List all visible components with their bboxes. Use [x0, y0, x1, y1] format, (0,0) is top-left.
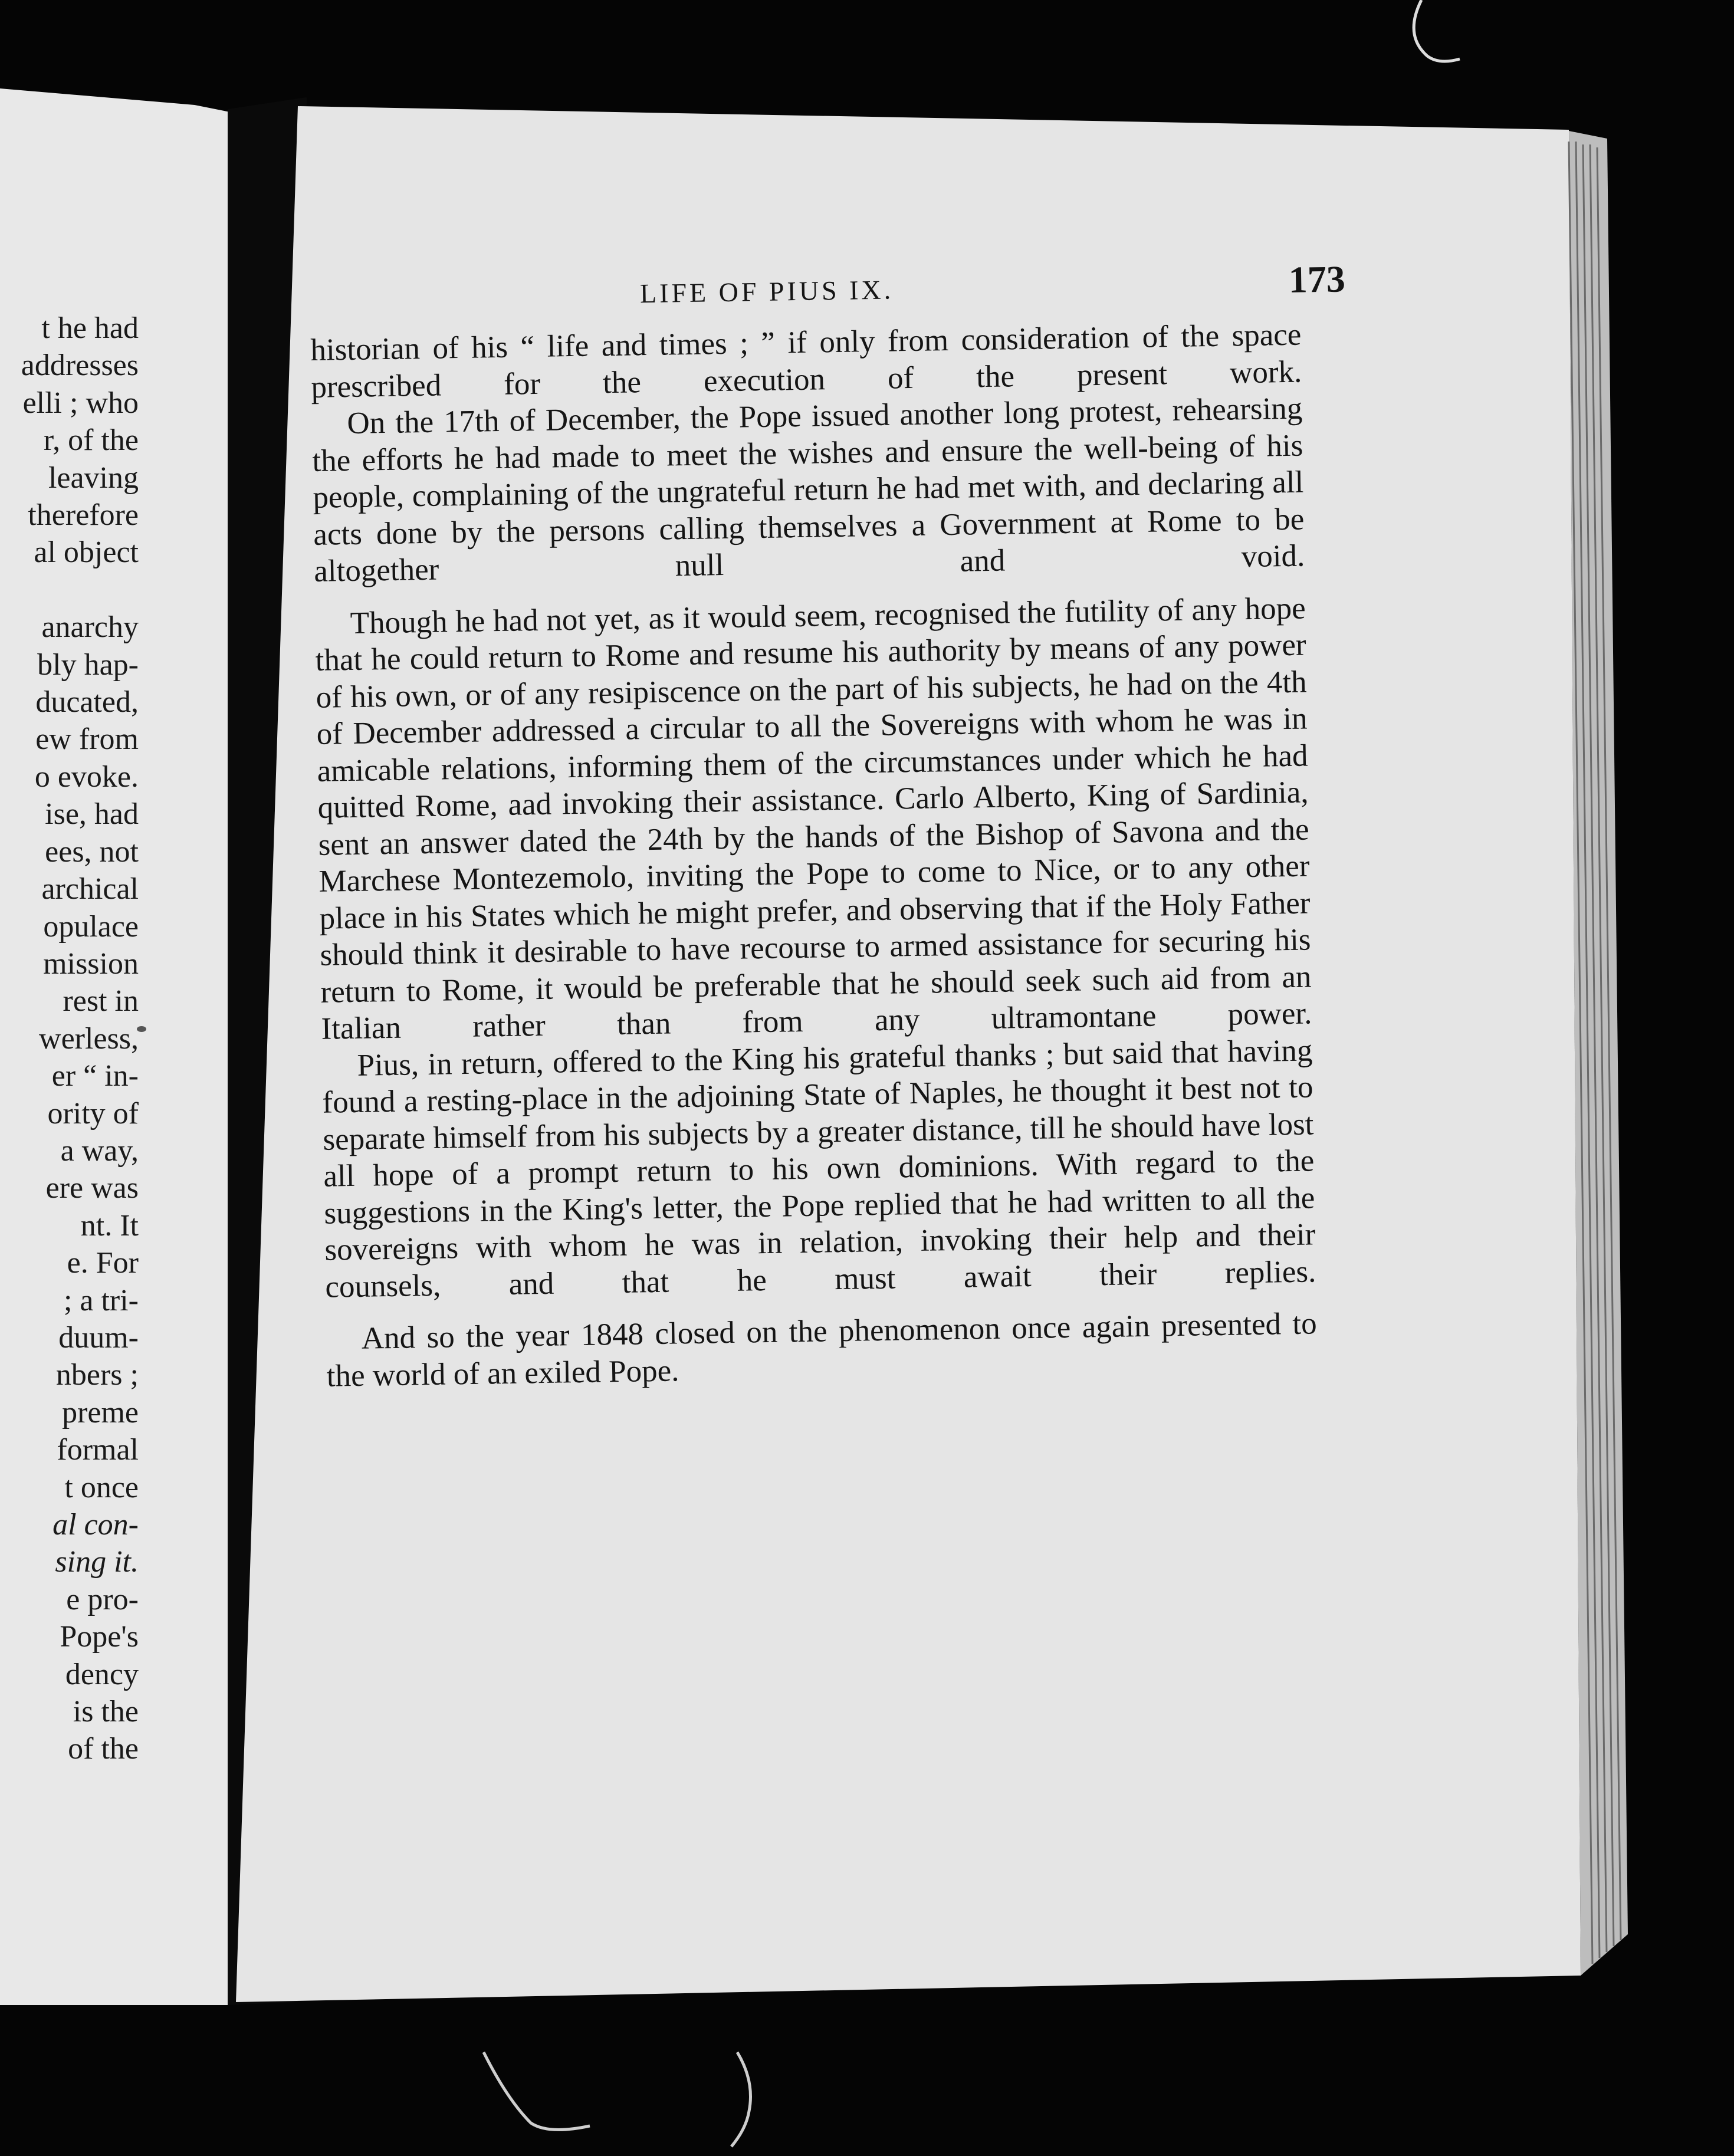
paragraph-continuation: historian of his “ life and times ; ” if only from consideration of the space prescribed for the execution of the present work.	[310, 317, 1302, 405]
left-page-line: ew from	[35, 722, 139, 757]
left-page-line: e pro-	[66, 1582, 139, 1616]
left-page-line: al con-	[52, 1508, 139, 1542]
left-page-line: t once	[64, 1470, 139, 1504]
left-page-line: ducated,	[35, 685, 139, 719]
left-page-line: werless,	[39, 1021, 139, 1056]
left-page-line: o evoke.	[34, 760, 139, 794]
left-page-line: ority of	[47, 1096, 139, 1130]
left-page-line: bly hap-	[37, 648, 139, 682]
left-page-text	[21, 310, 139, 1768]
running-head: LIFE OF PIUS IX.	[639, 274, 894, 309]
body-text	[310, 317, 1318, 1395]
left-page-line: elli ; who	[22, 386, 139, 420]
paragraph: Though he had not yet, as it would seem, recognised the futility of any hope that he could return to Rome and resume his authority by means of any power of his own, or of any resipiscence on the part of his subjects, he had on the 4th of December addressed a circular to all the Sovereigns with whom he was in amicable relations, informing them of the circumstances under which he had quitted Rome, aad invoking their assistance. Carlo Alberto, King of Sardinia, sent an answer dated the 24th by the hands of the Bishop of Savona and the Marchese Montezemolo, inviting the Pope to come to Nice, or to any other place in his States which he might prefer, and observing that if the Holy Father should think it desirable to have recourse to armed assistance for securing his return to Rome, it would be preferable that he should seek such aid from an Italian rather than from any ultramontane power.	[315, 591, 1312, 1046]
paragraph: Pius, in return, offered to the King his grateful thanks ; but said that having found a resting-place in the adjoining State of Naples, he thought it best not to separate himself from his subjects by a greater distance, till he should have lost all hope of a prompt return to his own dominions. With regard to the suggestions in the King's letter, the Pope replied that he had written to all the sovereigns with whom he was in relation, invoking their help and their counsels, and that he must await their replies.	[322, 1033, 1316, 1304]
left-page-partial	[0, 0, 224, 2005]
left-page-line: e. For	[67, 1246, 139, 1280]
left-page-line: nbers ;	[55, 1358, 139, 1392]
left-page-line: Pope's	[60, 1620, 139, 1654]
left-page-line: formal	[57, 1433, 139, 1467]
left-page-line: ere was	[45, 1171, 139, 1205]
left-page-line: opulace	[43, 909, 139, 944]
left-page-line: dency	[65, 1657, 139, 1691]
left-page-line: duum-	[58, 1320, 139, 1355]
left-page-line: al object	[34, 535, 139, 570]
left-page-line: ise, had	[45, 797, 139, 831]
right-page	[307, 86, 1598, 1993]
left-page-line: addresses	[21, 349, 139, 383]
left-page-line: leaving	[48, 461, 139, 495]
left-page-line: preme	[62, 1395, 139, 1429]
left-page-line: t he had	[41, 311, 139, 345]
left-page-line: anarchy	[41, 610, 139, 645]
left-page-line: nt. It	[80, 1208, 139, 1243]
left-page-line: ; a tri-	[63, 1283, 139, 1317]
left-page-line: r, of the	[43, 423, 139, 458]
left-page-line: is the	[73, 1695, 139, 1729]
left-page-line: ees, not	[45, 834, 139, 869]
left-page-line: archical	[41, 872, 139, 906]
paragraph: On the 17th of December, the Pope issued another long protest, rehearsing the efforts he had made to meet the wishes and ensure the well-being of his people, complaining of the ungrateful return he had met with, and declaring all acts done by the persons calling themselves a Government at Rome to be altogether null and void.	[311, 391, 1305, 589]
page-number: 173	[1288, 258, 1346, 301]
left-page-line: therefore	[28, 498, 139, 533]
left-page-line	[21, 571, 139, 609]
left-page-line: of the	[68, 1732, 139, 1766]
left-page-line: mission	[43, 946, 139, 981]
left-page-line: a way,	[60, 1133, 139, 1168]
left-page-line: rest in	[63, 984, 139, 1018]
left-page-line: er “ in-	[51, 1059, 139, 1093]
left-page-line: sing it.	[55, 1545, 139, 1579]
paragraph: And so the year 1848 closed on the phenomenon once again presented to the world of an exiled Pope.	[326, 1306, 1318, 1393]
